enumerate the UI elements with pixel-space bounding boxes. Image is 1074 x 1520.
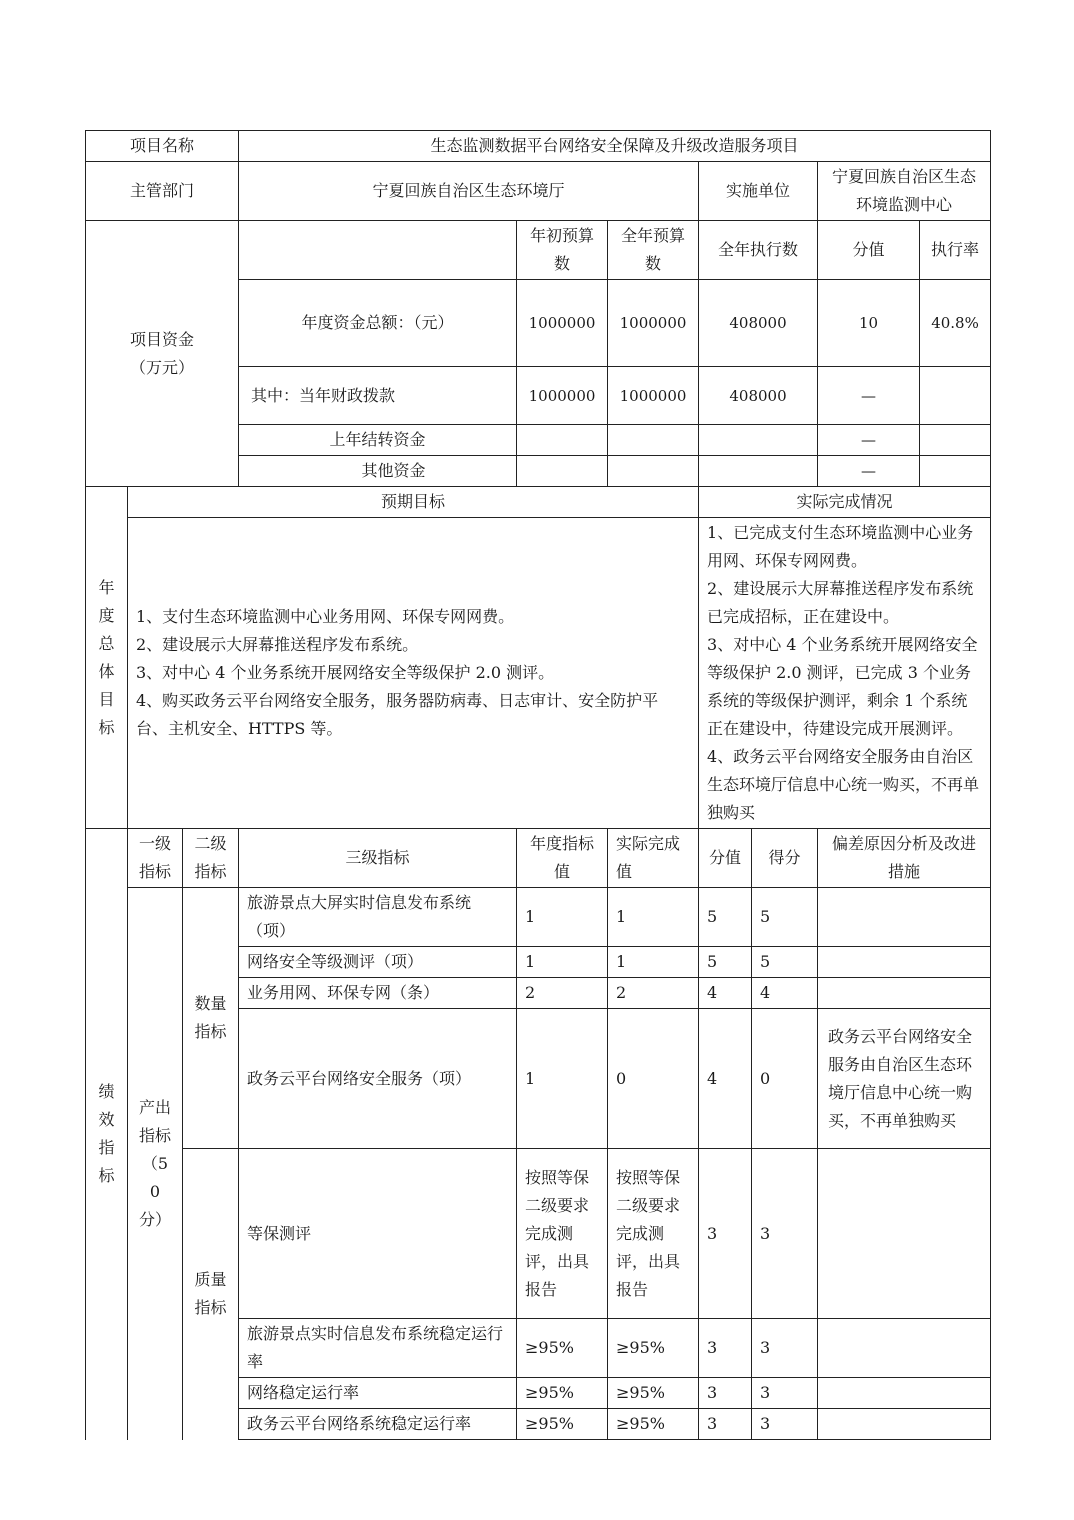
funds-row-exec: 408000 — [699, 280, 818, 367]
quality-label-text: 质量指标 — [194, 1270, 227, 1318]
indicator-got: 3 — [752, 1378, 818, 1409]
indicator-reason — [818, 1149, 991, 1319]
indicator-target: 按照等保二级要求完成测评，出具报告 — [517, 1149, 608, 1319]
funds-row-rate — [920, 456, 991, 487]
indicator-got: 0 — [752, 1009, 818, 1149]
l1-output-text: 产出指标（50分） — [139, 1097, 172, 1229]
indicator-target: 1 — [517, 888, 608, 947]
indicator-reason — [818, 1319, 991, 1378]
indicator-actual: ≥95% — [608, 1409, 699, 1440]
col-full-budget: 全年预算数 — [608, 221, 699, 280]
actual-completion — [699, 518, 991, 829]
indicator-actual: 0 — [608, 1009, 699, 1149]
indicator-name: 旅游景点实时信息发布系统稳定运行率 — [239, 1319, 517, 1378]
indicator-name: 等保测评 — [239, 1149, 517, 1319]
indicator-row — [86, 1149, 991, 1319]
indicator-score: 5 — [699, 947, 752, 978]
impl-label: 实施单位 — [699, 162, 818, 221]
indicator-name: 网络稳定运行率 — [239, 1378, 517, 1409]
col-exec: 全年执行数 — [699, 221, 818, 280]
indicator-name: 旅游景点大屏实时信息发布系统（项） — [239, 888, 517, 947]
col-score: 分值 — [818, 221, 920, 280]
perf-section-label-text: 绩效指标 — [98, 1082, 115, 1186]
funds-row-score: 10 — [818, 280, 920, 367]
expected-goal-item: 3、对中心 4 个业务系统开展网络安全等级保护 2.0 测评。 — [136, 663, 555, 682]
funds-row-rate — [920, 425, 991, 456]
indicator-actual: 1 — [608, 947, 699, 978]
l1-output — [128, 888, 183, 1440]
performance-evaluation-table — [85, 130, 991, 1440]
indicator-score: 3 — [699, 1149, 752, 1319]
funds-row-name: 年度资金总额：（元） — [239, 280, 517, 367]
hdr-l2: 二级指标 — [183, 829, 239, 888]
hdr-l1: 一级指标 — [128, 829, 183, 888]
funds-row-exec: 408000 — [699, 367, 818, 425]
indicator-reason — [818, 1409, 991, 1440]
quantity-label — [183, 888, 239, 1149]
indicator-reason: 政务云平台网络安全服务由自治区生态环境厅信息中心统一购买，不再单独购买 — [818, 1009, 991, 1149]
expected-goal-item: 1、支付生态环境监测中心业务用网、环保专网网费。 — [136, 607, 515, 626]
expected-goal-item: 2、建设展示大屏幕推送程序发布系统。 — [136, 635, 419, 654]
col-rate: 执行率 — [920, 221, 991, 280]
hdr-l3: 三级指标 — [239, 829, 517, 888]
indicator-name: 政务云平台网络系统稳定运行率 — [239, 1409, 517, 1440]
indicator-score: 3 — [699, 1378, 752, 1409]
indicator-target: ≥95% — [517, 1319, 608, 1378]
funds-row-full: 1000000 — [608, 280, 699, 367]
actual-item: 4、政务云平台网络安全服务由自治区生态环境厅信息中心统一购买，不再单独购买 — [707, 747, 980, 822]
actual-item: 3、对中心 4 个业务系统开展网络安全等级保护 2.0 测评，已完成 3 个业务系统的等级保护测评，剩余 1 个系统正在建设中，待建设完成开展测评。 — [707, 635, 978, 738]
indicator-actual: ≥95% — [608, 1378, 699, 1409]
funds-row-init — [517, 456, 608, 487]
indicator-got: 5 — [752, 888, 818, 947]
funds-row-rate — [920, 367, 991, 425]
funds-label — [86, 221, 239, 487]
funds-row-name: 上年结转资金 — [239, 425, 517, 456]
funds-row-name: 其中：当年财政拨款 — [239, 367, 517, 425]
col-init-budget: 年初预算数 — [517, 221, 608, 280]
indicator-reason — [818, 947, 991, 978]
project-name: 生态监测数据平台网络安全保障及升级改造服务项目 — [239, 131, 991, 162]
dept-value: 宁夏回族自治区生态环境厅 — [239, 162, 699, 221]
indicator-got: 3 — [752, 1149, 818, 1319]
indicator-actual: 2 — [608, 978, 699, 1009]
hdr-actual: 实际完成值 — [608, 829, 699, 888]
indicator-got: 4 — [752, 978, 818, 1009]
actual-item: 1、已完成支付生态环境监测中心业务用网、环保专网网费。 — [707, 523, 974, 570]
indicator-row — [86, 888, 991, 947]
funds-row-score: — — [818, 425, 920, 456]
project-name-label: 项目名称 — [86, 131, 239, 162]
goals-section-label-text: 年度总体目标 — [98, 577, 115, 737]
funds-row-full — [608, 425, 699, 456]
indicator-score: 5 — [699, 888, 752, 947]
funds-row-init: 1000000 — [517, 280, 608, 367]
indicator-got: 3 — [752, 1319, 818, 1378]
funds-corner — [239, 221, 517, 280]
indicator-reason — [818, 978, 991, 1009]
hdr-got: 得分 — [752, 829, 818, 888]
actual-item: 2、建设展示大屏幕推送程序发布系统已完成招标，正在建设中。 — [707, 579, 974, 626]
expected-goals — [128, 518, 699, 829]
indicator-name: 政务云平台网络安全服务（项） — [239, 1009, 517, 1149]
hdr-reason: 偏差原因分析及改进措施 — [818, 829, 991, 888]
impl-value: 宁夏回族自治区生态环境监测中心 — [818, 162, 991, 221]
funds-label-text: 项目资金（万元） — [130, 329, 195, 377]
funds-row-exec — [699, 425, 818, 456]
funds-row-rate: 40.8% — [920, 280, 991, 367]
indicator-reason — [818, 1378, 991, 1409]
dept-label: 主管部门 — [86, 162, 239, 221]
indicator-score: 4 — [699, 1009, 752, 1149]
indicator-target: 2 — [517, 978, 608, 1009]
actual-label: 实际完成情况 — [699, 487, 991, 518]
indicator-reason — [818, 888, 991, 947]
funds-row-name: 其他资金 — [239, 456, 517, 487]
funds-row-init — [517, 425, 608, 456]
hdr-score: 分值 — [699, 829, 752, 888]
funds-row-init: 1000000 — [517, 367, 608, 425]
indicator-got: 3 — [752, 1409, 818, 1440]
funds-row-full — [608, 456, 699, 487]
funds-row-score: — — [818, 456, 920, 487]
indicator-score: 4 — [699, 978, 752, 1009]
indicator-got: 5 — [752, 947, 818, 978]
indicator-target: 1 — [517, 1009, 608, 1149]
indicator-target: 1 — [517, 947, 608, 978]
quantity-label-text: 数量指标 — [194, 994, 227, 1041]
indicator-target: ≥95% — [517, 1378, 608, 1409]
funds-row-score: — — [818, 367, 920, 425]
expected-goal-item: 4、购买政务云平台网络安全服务，服务器防病毒、日志审计、安全防护平台、主机安全、HTTPS 等。 — [136, 691, 659, 738]
indicator-actual: 按照等保二级要求完成测评，出具报告 — [608, 1149, 699, 1319]
hdr-target: 年度指标值 — [517, 829, 608, 888]
expected-label: 预期目标 — [128, 487, 699, 518]
indicator-name: 网络安全等级测评（项） — [239, 947, 517, 978]
indicator-score: 3 — [699, 1409, 752, 1440]
indicator-actual: ≥95% — [608, 1319, 699, 1378]
goals-section-label — [86, 487, 128, 829]
funds-row-full: 1000000 — [608, 367, 699, 425]
indicator-target: ≥95% — [517, 1409, 608, 1440]
indicator-actual: 1 — [608, 888, 699, 947]
funds-row-exec — [699, 456, 818, 487]
perf-section-label — [86, 829, 128, 1440]
indicator-score: 3 — [699, 1319, 752, 1378]
quality-label — [183, 1149, 239, 1440]
indicator-name: 业务用网、环保专网（条） — [239, 978, 517, 1009]
